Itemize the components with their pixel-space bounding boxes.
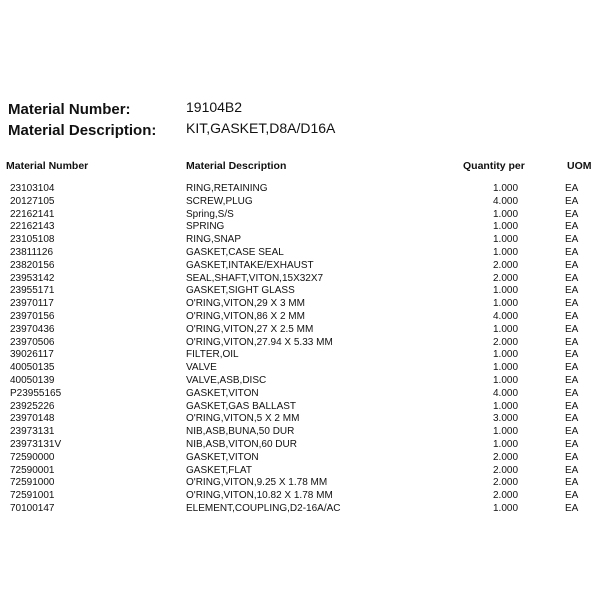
material-description-cell: RING,SNAP: [186, 234, 242, 246]
quantity-cell: 1.000: [493, 285, 519, 297]
material-description-cell: O'RING,VITON,29 X 3 MM: [186, 298, 305, 310]
uom-cell: EA: [565, 234, 579, 246]
quantity-cell: 1.000: [493, 323, 519, 335]
uom-cell: EA: [565, 246, 579, 258]
parts-table: [0, 183, 600, 516]
quantity-cell: 1.000: [493, 349, 519, 361]
material-description-cell: GASKET,VITON: [186, 387, 259, 399]
quantity-cell: 1.000: [493, 426, 519, 438]
quantity-cell: 4.000: [493, 195, 519, 207]
table-row: [0, 477, 600, 490]
material-description-cell: Spring,S/S: [186, 208, 234, 220]
material-description-cell: ELEMENT,COUPLING,D2-16A/AC: [186, 502, 341, 514]
material-description-cell: O'RING,VITON,10.82 X 1.78 MM: [186, 490, 333, 502]
material-number-cell: 23970148: [10, 413, 55, 425]
material-number-cell: 23973131V: [10, 438, 62, 450]
quantity-cell: 4.000: [493, 310, 519, 322]
material-description-cell: SEAL,SHAFT,VITON,15X32X7: [186, 272, 324, 284]
material-number-cell: 22162143: [10, 221, 55, 233]
table-row: [0, 196, 600, 209]
material-number-cell: 39026117: [10, 349, 54, 361]
column-header-material-number: Material Number: [6, 160, 89, 172]
material-number-value: 19104B2: [186, 99, 243, 115]
quantity-cell: 3.000: [493, 413, 519, 425]
uom-cell: EA: [565, 413, 579, 425]
table-row: [0, 209, 600, 222]
uom-cell: EA: [565, 336, 579, 348]
uom-cell: EA: [565, 259, 579, 271]
table-row: [0, 439, 600, 452]
quantity-cell: 1.000: [493, 400, 519, 412]
material-number-cell: 23955171: [10, 285, 55, 297]
quantity-cell: 1.000: [493, 374, 519, 386]
quantity-cell: 4.000: [493, 387, 519, 399]
material-description-cell: O'RING,VITON,9.25 X 1.78 MM: [186, 477, 328, 489]
material-number-cell: 72590000: [10, 451, 55, 463]
column-header-uom: UOM: [567, 160, 592, 172]
uom-cell: EA: [565, 464, 579, 476]
material-number-cell: 23105108: [10, 234, 55, 246]
uom-cell: EA: [565, 374, 579, 386]
uom-cell: EA: [565, 477, 579, 489]
material-description-cell: SPRING: [186, 221, 225, 233]
table-row: [0, 221, 600, 234]
uom-cell: EA: [565, 362, 579, 374]
material-number-cell: 40050135: [10, 362, 55, 374]
table-row: [0, 401, 600, 414]
table-row: [0, 234, 600, 247]
material-description-label: Material Description:: [8, 122, 157, 139]
material-description-cell: O'RING,VITON,27 X 2.5 MM: [186, 323, 314, 335]
material-description-value: KIT,GASKET,D8A/D16A: [186, 120, 336, 136]
table-row: [0, 324, 600, 337]
material-description-cell: VALVE,ASB,DISC: [186, 374, 267, 386]
quantity-cell: 1.000: [493, 502, 519, 514]
material-description-cell: O'RING,VITON,86 X 2 MM: [186, 310, 305, 322]
material-number-cell: 23970156: [10, 310, 55, 322]
material-number-cell: 23811126: [10, 246, 54, 258]
quantity-cell: 1.000: [493, 183, 519, 194]
table-row: [0, 375, 600, 388]
quantity-cell: 1.000: [493, 221, 519, 233]
uom-cell: EA: [565, 349, 579, 361]
uom-cell: EA: [565, 183, 579, 194]
material-description-cell: GASKET,GAS BALLAST: [186, 400, 297, 412]
uom-cell: EA: [565, 298, 579, 310]
uom-cell: EA: [565, 400, 579, 412]
uom-cell: EA: [565, 221, 579, 233]
table-row: [0, 298, 600, 311]
material-number-cell: 23103104: [10, 183, 55, 194]
table-row: [0, 285, 600, 298]
material-number-cell: P23955165: [10, 387, 62, 399]
table-row: [0, 273, 600, 286]
uom-cell: EA: [565, 502, 579, 514]
uom-cell: EA: [565, 310, 579, 322]
table-row: [0, 413, 600, 426]
material-number-cell: 23953142: [10, 272, 55, 284]
material-description-cell: GASKET,FLAT: [186, 464, 252, 476]
table-row: [0, 183, 600, 196]
material-number-cell: 70100147: [10, 502, 55, 514]
uom-cell: EA: [565, 285, 579, 297]
quantity-cell: 1.000: [493, 246, 519, 258]
quantity-cell: 2.000: [493, 336, 519, 348]
quantity-cell: 1.000: [493, 438, 519, 450]
quantity-cell: 2.000: [493, 490, 519, 502]
material-number-label: Material Number:: [8, 101, 131, 118]
material-number-cell: 72590001: [10, 464, 55, 476]
table-row: [0, 349, 600, 362]
material-description-cell: O'RING,VITON,5 X 2 MM: [186, 413, 300, 425]
table-row: [0, 362, 600, 375]
material-number-cell: 23970436: [10, 323, 55, 335]
table-row: [0, 426, 600, 439]
table-row: [0, 260, 600, 273]
uom-cell: EA: [565, 272, 579, 284]
quantity-cell: 1.000: [493, 234, 519, 246]
quantity-cell: 2.000: [493, 451, 519, 463]
table-row: [0, 311, 600, 324]
table-row: [0, 337, 600, 350]
uom-cell: EA: [565, 426, 579, 438]
material-number-cell: 23925226: [10, 400, 55, 412]
material-description-cell: SCREW,PLUG: [186, 195, 253, 207]
uom-cell: EA: [565, 451, 579, 463]
quantity-cell: 1.000: [493, 362, 519, 374]
quantity-cell: 2.000: [493, 259, 519, 271]
material-description-cell: GASKET,SIGHT GLASS: [186, 285, 295, 297]
table-row: [0, 247, 600, 260]
quantity-cell: 2.000: [493, 272, 519, 284]
material-description-cell: GASKET,CASE SEAL: [186, 246, 284, 258]
quantity-cell: 2.000: [493, 464, 519, 476]
table-row: [0, 388, 600, 401]
material-number-cell: 72591001: [10, 490, 55, 502]
table-row: [0, 452, 600, 465]
material-number-cell: 23820156: [10, 259, 55, 271]
material-number-cell: 23973131: [10, 426, 55, 438]
column-header-material-description: Material Description: [186, 160, 287, 172]
column-header-quantity: Quantity per: [463, 160, 525, 172]
uom-cell: EA: [565, 490, 579, 502]
material-description-cell: RING,RETAINING: [186, 183, 268, 194]
material-description-cell: O'RING,VITON,27.94 X 5.33 MM: [186, 336, 333, 348]
quantity-cell: 1.000: [493, 298, 519, 310]
uom-cell: EA: [565, 323, 579, 335]
material-description-cell: FILTER,OIL: [186, 349, 239, 361]
uom-cell: EA: [565, 195, 579, 207]
material-number-cell: 23970506: [10, 336, 55, 348]
material-description-cell: GASKET,INTAKE/EXHAUST: [186, 259, 314, 271]
quantity-cell: 1.000: [493, 208, 519, 220]
material-description-cell: NIB,ASB,VITON,60 DUR: [186, 438, 297, 450]
table-row: [0, 503, 600, 516]
material-number-cell: 40050139: [10, 374, 55, 386]
material-description-cell: NIB,ASB,BUNA,50 DUR: [186, 426, 295, 438]
table-row: [0, 490, 600, 503]
material-number-cell: 72591000: [10, 477, 55, 489]
material-number-cell: 23970117: [10, 298, 54, 310]
table-row: [0, 465, 600, 478]
material-description-cell: VALVE: [186, 362, 217, 374]
material-description-cell: GASKET,VITON: [186, 451, 259, 463]
material-number-cell: 20127105: [10, 195, 55, 207]
uom-cell: EA: [565, 387, 579, 399]
material-number-cell: 22162141: [10, 208, 55, 220]
quantity-cell: 2.000: [493, 477, 519, 489]
uom-cell: EA: [565, 438, 579, 450]
uom-cell: EA: [565, 208, 579, 220]
